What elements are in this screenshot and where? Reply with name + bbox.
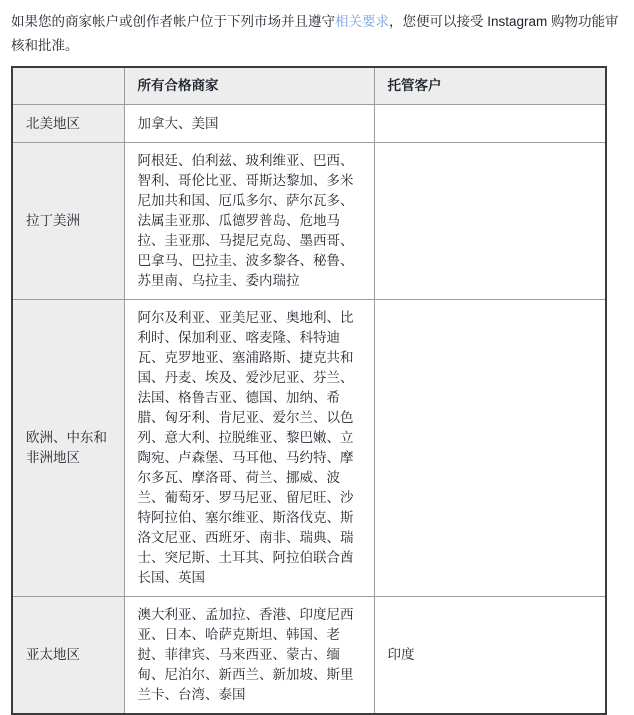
all-eligible-merchants-cell: 加拿大、美国 — [124, 105, 374, 143]
table-row-emea — [12, 300, 606, 597]
all-eligible-merchants-cell: 阿根廷、伯利兹、玻利维亚、巴西、智利、哥伦比亚、哥斯达黎加、多米尼加共和国、厄瓜多尔、萨尔瓦多、法属圭亚那、瓜德罗普岛、危地马拉、圭亚那、马提尼克岛、墨西哥、巴拿马、巴拉圭、波多黎各、秘鲁、苏里南、乌拉圭、委内瑞拉 — [124, 143, 374, 300]
intro-text-after-link: ，您便可以接受 Instagram 购物功能审核和批准。 — [11, 14, 619, 53]
table-row-north-america — [12, 105, 606, 143]
eligible-markets-table — [11, 66, 607, 715]
table-row-latin-america — [12, 143, 606, 300]
intro-paragraph — [0, 0, 634, 66]
column-header-all-eligible-merchants: 所有合格商家 — [124, 67, 374, 105]
column-header-managed-clients: 托管客户 — [374, 67, 606, 105]
managed-clients-cell: 印度 — [374, 597, 606, 715]
region-label: 欧洲、中东和非洲地区 — [12, 300, 124, 597]
related-requirements-link[interactable]: 相关要求 — [335, 14, 389, 29]
all-eligible-merchants-cell: 阿尔及利亚、亚美尼亚、奥地利、比利时、保加利亚、喀麦隆、科特迪瓦、克罗地亚、塞浦路斯、捷克共和国、丹麦、埃及、爱沙尼亚、芬兰、法国、格鲁吉亚、德国、加纳、希腊、匈牙利、肯尼亚、爱尔兰、以色列、意大利、拉脱维亚、黎巴嫩、立陶宛、卢森堡、马耳他、马约特、摩尔多瓦、摩洛哥、荷兰、挪威、波兰、葡萄牙、罗马尼亚、留尼旺、沙特阿拉伯、塞尔维亚、斯洛伐克、斯洛文尼亚、西班牙、南非、瑞典、瑞士、突尼斯、土耳其、阿拉伯联合酋长国、英国 — [124, 300, 374, 597]
all-eligible-merchants-cell: 澳大利亚、孟加拉、香港、印度尼西亚、日本、哈萨克斯坦、韩国、老挝、菲律宾、马来西亚、蒙古、缅甸、尼泊尔、新西兰、新加坡、斯里兰卡、台湾、泰国 — [124, 597, 374, 715]
table-header-row — [12, 67, 606, 105]
column-header-region — [12, 67, 124, 105]
managed-clients-cell — [374, 300, 606, 597]
table-row-apac — [12, 597, 606, 715]
region-label: 北美地区 — [12, 105, 124, 143]
region-label: 拉丁美洲 — [12, 143, 124, 300]
intro-text-before-link: 如果您的商家帐户或创作者帐户位于下列市场并且遵守 — [11, 14, 335, 29]
region-label: 亚太地区 — [12, 597, 124, 715]
managed-clients-cell — [374, 143, 606, 300]
managed-clients-cell — [374, 105, 606, 143]
